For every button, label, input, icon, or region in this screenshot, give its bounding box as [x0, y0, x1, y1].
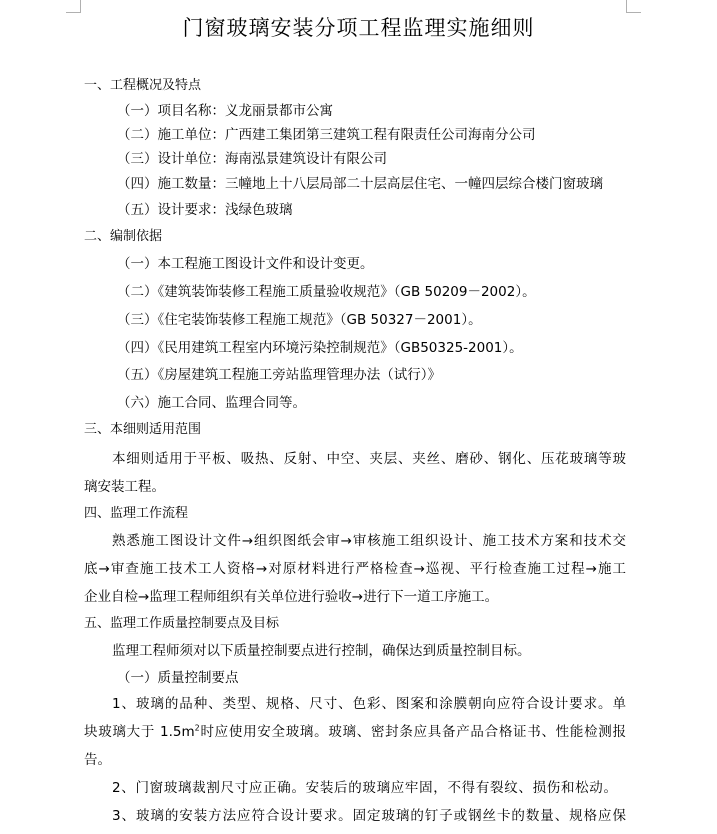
list-item: （四）施工数量：三幢地上十八层局部二十层高层住宅、一幢四层综合楼门窗玻璃 [117, 176, 603, 192]
paragraph-line: 底→审查施工技术工人资格→对原材料进行严格检查→巡视、平行检查施工过程→施工 [84, 561, 626, 577]
list-item: （一）本工程施工图设计文件和设计变更。 [117, 256, 374, 272]
paragraph-line: 告。 [84, 752, 111, 768]
list-item: （一）项目名称：义龙丽景都市公寓 [117, 103, 333, 119]
section-heading-4: 四、监理工作流程 [84, 506, 189, 521]
section-heading-2: 二、编制依据 [84, 229, 163, 244]
list-item: （四）《民用建筑工程室内环境污染控制规范》（GB50325-2001）。 [117, 340, 523, 356]
subheading: （一）质量控制要点 [117, 670, 239, 686]
section-heading-5: 五、监理工作质量控制要点及目标 [84, 616, 280, 631]
paragraph-line: 监理工程师须对以下质量控制要点进行控制，确保达到质量控制目标。 [112, 643, 531, 659]
section-heading-1: 一、工程概况及特点 [84, 78, 202, 93]
list-item: （二）施工单位：广西建工集团第三建筑工程有限责任公司海南分公司 [117, 127, 536, 143]
paragraph-line: 2、门窗玻璃裁割尺寸应正确。安装后的玻璃应牢固，不得有裂纹、损伤和松动。 [112, 780, 617, 796]
paragraph-line: 璃安装工程。 [84, 479, 165, 495]
list-item: （五）《房屋建筑工程施工旁站监理管理办法（试行）》 [117, 367, 441, 383]
list-item: （六）施工合同、监理合同等。 [117, 395, 306, 411]
paragraph-line: 本细则适用于平板、吸热、反射、中空、夹层、夹丝、磨砂、钢化、压花玻璃等玻 [112, 451, 626, 467]
paragraph-line: 3、玻璃的安装方法应符合设计要求。固定玻璃的钉子或钢丝卡的数量、规格应保 [112, 808, 626, 824]
list-item: （三）设计单位：海南泓景建筑设计有限公司 [117, 151, 387, 167]
paragraph-line: 熟悉施工图设计文件→组织图纸会审→审核施工组织设计、施工技术方案和技术交 [112, 533, 626, 549]
list-item: （三）《住宅装饰装修工程施工规范》（GB 50327－2001）。 [117, 312, 482, 328]
paragraph-line: 1、玻璃的品种、类型、规格、尺寸、色彩、图案和涂膜朝向应符合设计要求。单 [112, 696, 626, 712]
paragraph-line: 块玻璃大于 $1.5m^2$时应使用安全玻璃。玻璃、密封条应具备产品合格证书、性能检测报 [84, 723, 627, 740]
list-item: （二）《建筑装饰装修工程施工质量验收规范》（GB 50209－2002）。 [117, 284, 536, 300]
section-heading-3: 三、本细则适用范围 [84, 422, 202, 437]
document-title: 门窗玻璃安装分项工程监理实施细则 [182, 16, 535, 40]
paragraph-line: 企业自检→监理工程师组织有关单位进行验收→进行下一道工序施工。 [84, 589, 499, 605]
list-item: （五）设计要求：浅绿色玻璃 [117, 202, 293, 218]
